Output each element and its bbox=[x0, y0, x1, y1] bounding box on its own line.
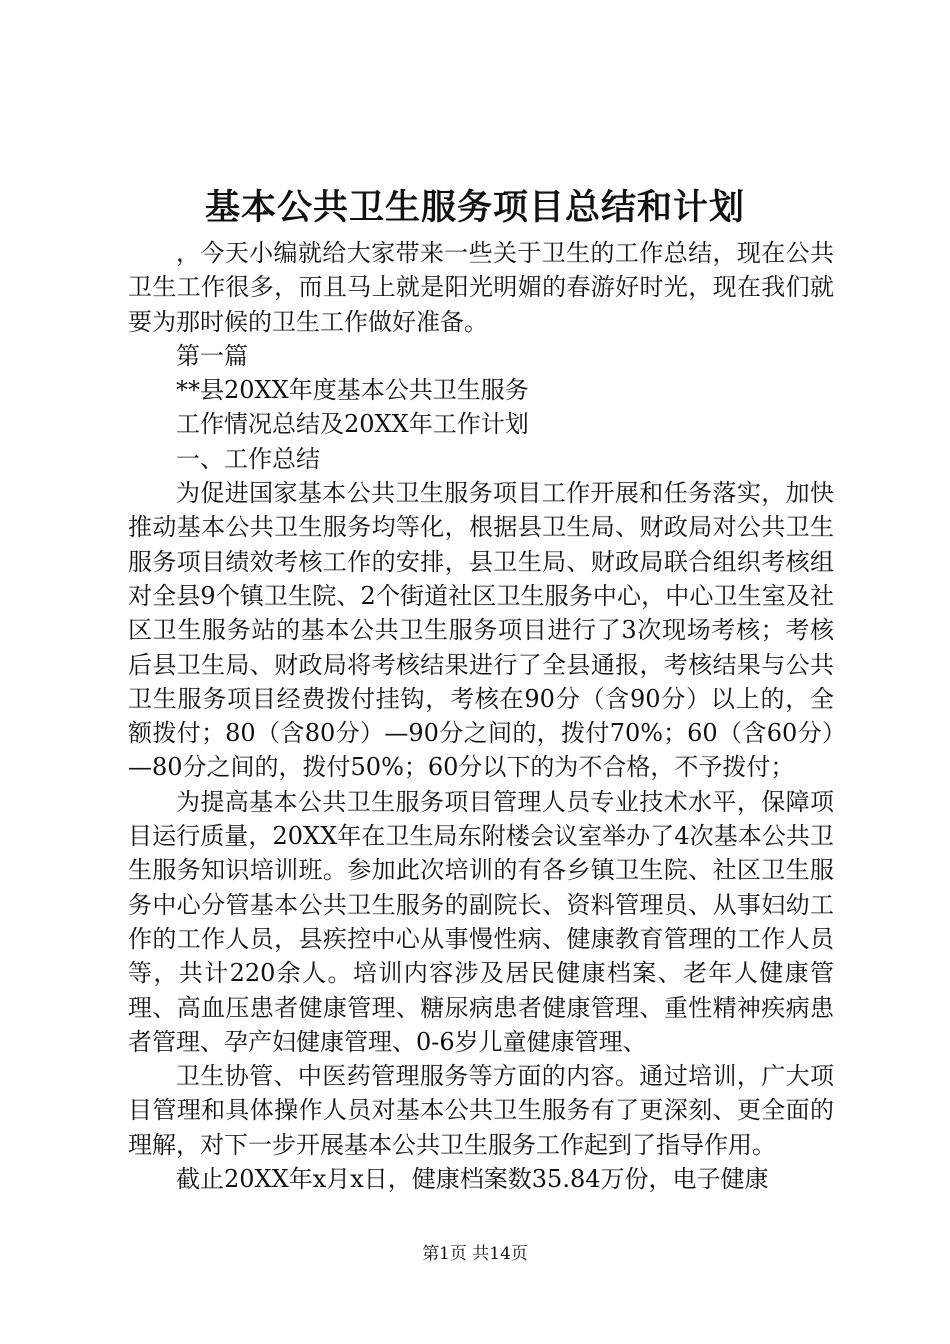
report-title-line-2: 工作情况总结及20XX年工作计划 bbox=[176, 410, 529, 439]
page-number-footer: 第1页 共14页 bbox=[422, 1244, 528, 1264]
body-paragraph: 卫生协管、中医药管理服务等方面的内容。通过培训，广大项目管理和具体操作人员对基本公共卫生服务有了更深刻、更全面的理解，对下一步开展基本公共卫生服务工作起到了指导作用。 bbox=[128, 1062, 834, 1159]
body-paragraph: 为促进国家基本公共卫生服务项目工作开展和任务落实，加快推动基本公共卫生服务均等化，根据县卫生局、财政局对公共卫生服务项目绩效考核工作的安排，县卫生局、财政局联合组织考核组对全县9个镇卫生院、2个街道社区卫生服务中心，中心卫生室及社区卫生服务站的基本公共卫生服务项目进行了3次现场考核；考核后县卫生局、财政局将考核结果进行了全县通报，考核结果与公共卫生服务项目经费拨付挂钩，考核在90分（含90分）以上的，全额拨付；80（含80分）—90分之间的，拨付70%；60（含60分）—80分之间的，拨付50%；60分以下的为不合格，不予拨付； bbox=[128, 479, 834, 782]
part-heading: 第一篇 bbox=[176, 341, 248, 370]
body-paragraph: 截止20XX年x月x日，健康档案数35.84万份，电子健康 bbox=[176, 1165, 769, 1194]
section-heading: 一、工作总结 bbox=[176, 444, 320, 473]
intro-paragraph: ，今天小编就给大家带来一些关于卫生的工作总结，现在公共卫生工作很多，而且马上就是阳光明媚的春游好时光，现在我们就要为那时候的卫生工作做好准备。 bbox=[128, 239, 834, 336]
body-paragraph: 为提高基本公共卫生服务项目管理人员专业技术水平，保障项目运行质量，20XX年在卫生局东附楼会议室举办了4次基本公共卫生服务知识培训班。参加此次培训的有各乡镇卫生院、社区卫生服务中心分管基本公共卫生服务的副院长、资料管理员、从事妇幼工作的工作人员，县疾控中心从事慢性病、健康教育管理的工作人员等，共计220余人。培训内容涉及居民健康档案、老年人健康管理、高血压患者健康管理、糖尿病患者健康管理、重性精神疾病患者管理、孕产妇健康管理、0-6岁儿童健康管理、 bbox=[128, 787, 834, 1056]
document-title: 基本公共卫生服务项目总结和计划 bbox=[204, 187, 745, 228]
document-body bbox=[128, 236, 834, 1196]
report-title-line-1: **县20XX年度基本公共卫生服务 bbox=[176, 376, 529, 405]
